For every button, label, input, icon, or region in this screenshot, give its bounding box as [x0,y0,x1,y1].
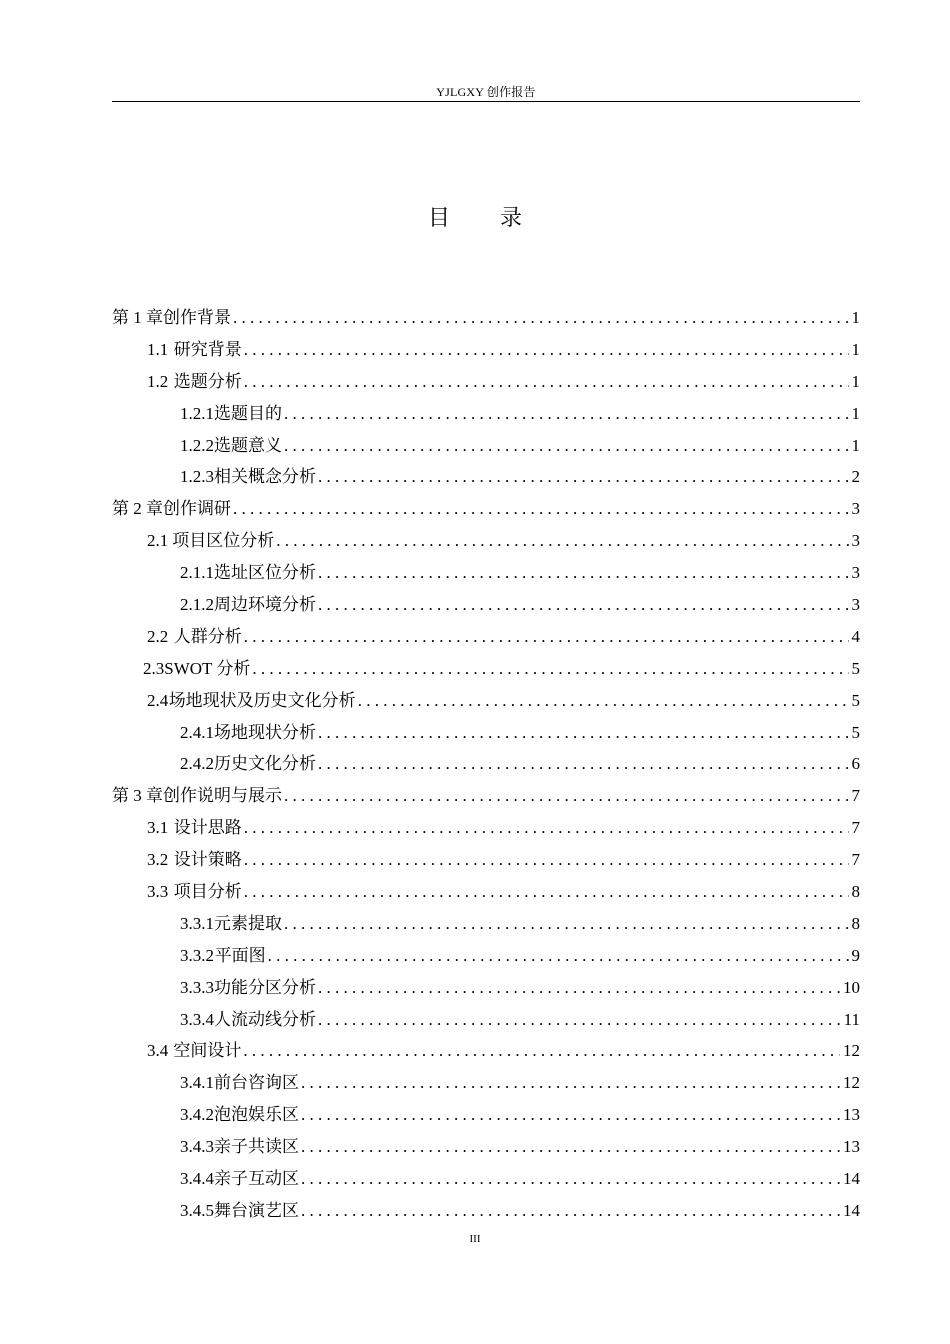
toc-dot-leader [301,1131,840,1163]
toc-entry[interactable] [112,398,860,430]
toc-entry-number: 2.1.1 [180,563,214,583]
toc-entry-number: 3.4.2 [180,1105,214,1125]
toc-entry-number: 3.2 [147,850,169,870]
toc-entry-title: 研究背景 [173,339,242,359]
toc-entry[interactable] [112,589,860,621]
toc-dot-leader [233,493,849,525]
toc-entry[interactable] [112,780,860,812]
toc-entry[interactable] [112,844,860,876]
toc-entry-title: 选址区位分析 [214,563,316,583]
toc-entry-title: 周边环境分析 [214,595,316,615]
toc-entry-title: 舞台演艺区 [214,1200,299,1220]
toc-entry-number: 3.4.3 [180,1137,214,1157]
toc-entry-page: 13 [843,1105,860,1125]
toc-dot-leader [244,366,849,398]
toc-entry-page: 7 [851,818,860,838]
toc-entry-title: 亲子共读区 [214,1137,299,1157]
toc-entry-number: 3.3 [147,882,169,902]
toc-entry-title: 元素提取 [214,913,282,933]
toc-entry-number: 2.2 [147,626,169,646]
toc-dot-leader [318,461,849,493]
toc-dot-leader [244,876,849,908]
toc-entry[interactable] [112,717,860,749]
toc-entry-page: 1 [851,371,860,391]
toc-entry-number: 1.2.2 [180,435,214,455]
toc-entry-number: 3.3.1 [180,913,214,933]
toc-dot-leader [244,812,849,844]
toc-entry-number: 3.3.2 [180,945,214,965]
toc-entry-page: 12 [843,1041,860,1061]
toc-entry-title: 相关概念分析 [214,467,316,487]
header-text: YJLGXY 创作报告 [436,85,536,99]
toc-dot-leader [318,748,849,780]
toc-entry[interactable] [112,1067,860,1099]
toc-entry-title: 功能分区分析 [214,977,316,997]
toc-entry-page: 5 [851,658,860,678]
toc-entry-title: 空间设计 [173,1041,242,1061]
toc-entry-page: 7 [851,850,860,870]
toc-entry-page: 1 [851,308,860,327]
toc-dot-leader [276,525,848,557]
toc-entry-page: 3 [851,595,860,615]
toc-entry-number: 第 3 章 [112,786,163,806]
toc-entry[interactable] [112,748,860,780]
toc-dot-leader [284,398,849,430]
toc-dot-leader [284,780,849,812]
toc-entry[interactable] [112,1163,860,1195]
toc-entry-page: 9 [851,945,860,965]
table-of-contents [112,302,860,1227]
toc-entry-title: 项目区位分析 [172,531,275,551]
toc-dot-leader [244,334,849,366]
toc-entry[interactable] [112,461,860,493]
toc-entry[interactable] [112,940,860,972]
toc-entry[interactable] [112,653,860,685]
toc-entry-page: 1 [851,339,860,359]
toc-dot-leader [284,430,849,462]
toc-entry-page: 5 [851,690,860,710]
toc-dot-leader [358,685,849,717]
toc-entry-title: 选题分析 [173,371,242,391]
toc-entry-title: 平面图 [214,945,266,965]
toc-entry-number: 2.4.2 [180,754,214,774]
toc-entry-title: SWOT 分析 [164,658,251,678]
toc-entry-page: 11 [843,1009,860,1029]
toc-entry-number: 2.3 [143,658,165,678]
toc-entry[interactable] [112,557,860,589]
toc-dot-leader [301,1067,840,1099]
toc-entry-number: 3.4.4 [180,1169,214,1189]
toc-entry[interactable] [112,685,860,717]
toc-entry[interactable] [112,493,860,525]
toc-entry-number: 2.1 [147,531,169,551]
toc-entry-number: 2.4.1 [180,722,214,742]
toc-dot-leader [252,653,848,685]
toc-dot-leader [318,557,849,589]
toc-entry-number: 3.4.1 [180,1073,214,1093]
toc-entry-number: 1.2.1 [180,403,214,423]
toc-entry-title: 选题意义 [214,435,282,455]
toc-entry-number: 3.3.3 [180,977,214,997]
toc-entry-page: 5 [851,722,860,742]
toc-entry-page: 12 [843,1073,860,1093]
toc-title [0,203,950,233]
toc-entry-title: 创作调研 [163,499,231,519]
toc-entry-page: 3 [851,563,860,583]
toc-entry-page: 8 [851,913,860,933]
toc-entry-page: 10 [843,977,860,997]
toc-title-char-2: 录 [500,205,523,230]
toc-entry-title: 前台咨询区 [214,1073,299,1093]
toc-entry-title: 历史文化分析 [214,754,316,774]
toc-entry[interactable] [112,876,860,908]
toc-entry[interactable] [112,302,860,334]
toc-entry-title: 场地现状及历史文化分析 [168,690,356,710]
toc-dot-leader [244,844,849,876]
toc-entry[interactable] [112,1131,860,1163]
toc-entry[interactable] [112,525,860,557]
toc-entry-page: 2 [851,467,860,487]
toc-entry-page: 1 [851,403,860,423]
toc-entry-number: 1.2.3 [180,467,214,487]
toc-entry-title: 人群分析 [173,626,242,646]
toc-entry[interactable] [112,908,860,940]
toc-entry-title: 设计思路 [173,818,242,838]
toc-dot-leader [233,302,849,334]
toc-dot-leader [301,1163,840,1195]
toc-entry-number: 1.1 [147,339,169,359]
toc-entry-number: 第 2 章 [112,499,163,519]
toc-entry-page: 14 [843,1169,860,1189]
toc-entry-title: 亲子互动区 [214,1169,299,1189]
toc-entry[interactable] [112,334,860,366]
toc-entry-page: 1 [851,435,860,455]
toc-entry-title: 项目分析 [173,882,242,902]
toc-entry-title: 人流动线分析 [214,1009,316,1029]
toc-entry-title: 泡泡娱乐区 [214,1105,299,1125]
toc-entry-page: 3 [851,499,860,519]
toc-entry-page: 7 [851,786,860,806]
toc-dot-leader [243,1035,840,1067]
toc-entry[interactable] [112,366,860,398]
toc-entry-title: 创作背景 [163,308,231,327]
toc-entry-number: 第 1 章 [112,308,163,327]
toc-entry-number: 3.1 [147,818,169,838]
toc-entry[interactable] [112,972,860,1004]
toc-dot-leader [318,717,849,749]
toc-dot-leader [301,1099,840,1131]
toc-entry[interactable] [112,1004,860,1036]
toc-entry-number: 3.4.5 [180,1200,214,1220]
toc-entry[interactable] [112,1035,860,1067]
toc-entry[interactable] [112,812,860,844]
toc-entry-page: 8 [851,882,860,902]
toc-entry-number: 2.1.2 [180,595,214,615]
toc-entry-page: 14 [843,1200,860,1220]
toc-entry[interactable] [112,1195,860,1227]
toc-entry-title: 选题目的 [214,403,282,423]
toc-entry-title: 设计策略 [173,850,242,870]
page-footer [0,1232,950,1246]
toc-entry-page: 13 [843,1137,860,1157]
toc-dot-leader [268,940,849,972]
toc-entry-number: 1.2 [147,371,169,391]
toc-entry-number: 2.4 [147,690,169,710]
toc-dot-leader [318,1004,841,1036]
toc-dot-leader [318,589,849,621]
toc-entry-title: 创作说明与展示 [163,786,282,806]
toc-dot-leader [318,972,840,1004]
toc-entry[interactable] [112,1099,860,1131]
toc-entry[interactable] [112,621,860,653]
toc-dot-leader [301,1195,840,1227]
footer-page-number: III [469,1233,481,1245]
toc-entry-number: 3.4 [147,1041,169,1061]
toc-entry-title: 场地现状分析 [214,722,316,742]
toc-dot-leader [284,908,849,940]
toc-entry-page: 3 [851,531,860,551]
page-header [112,84,860,102]
toc-entry-number: 3.3.4 [180,1009,214,1029]
toc-entry[interactable] [112,430,860,462]
toc-dot-leader [244,621,849,653]
toc-entry-page: 4 [851,626,860,646]
toc-entry-page: 6 [851,754,860,774]
toc-title-char-1: 目 [427,205,450,230]
